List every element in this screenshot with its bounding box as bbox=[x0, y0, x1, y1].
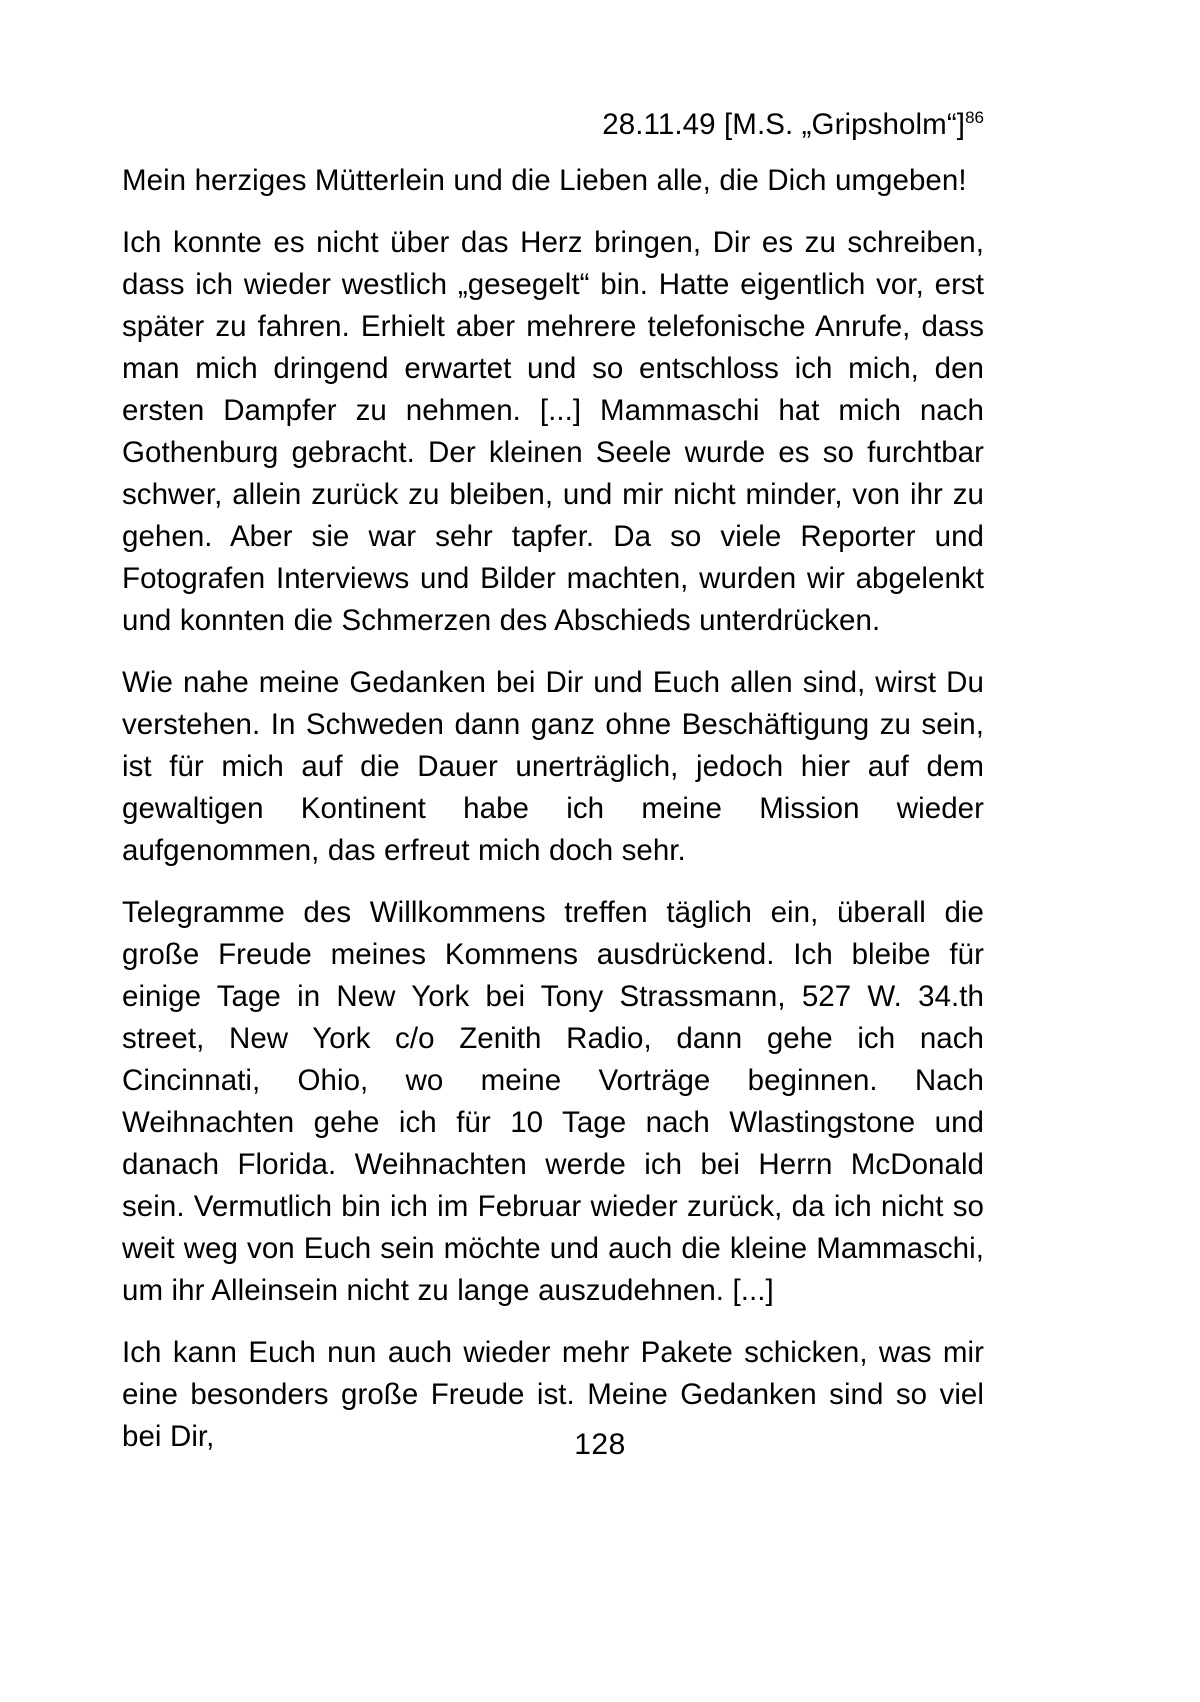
letter-paragraph-4: Ich kann Euch nun auch wieder mehr Pakete schicken, was mir eine besonders große Freude ist. Meine Gedanken sind so viel bei Dir, bbox=[122, 1336, 984, 1453]
page-text-block bbox=[122, 104, 984, 1458]
footnote-marker: 86 bbox=[965, 108, 984, 128]
letter-salutation: Mein herziges Mütterlein und die Lieben alle, die Dich umgeben! bbox=[122, 164, 967, 197]
letter-paragraph-3: Telegramme des Willkommens treffen täglich ein, überall die große Freude meines Kommens ausdrückend. Ich bleibe für einige Tage in New York bei Tony Strassmann, 527 W. 34.th street, New York c/o Zenith Radio, dann gehe ich nach Cincinnati, Ohio, wo meine Vorträge beginnen. Nach Weihnachten gehe ich für 10 Tage nach Wlastingstone und danach Florida. Weihnachten werde ich bei Herrn McDonald sein. Vermutlich bin ich im Februar wieder zurück, da ich nicht so weit weg von Euch sein möchte und auch die kleine Mammaschi, um ihr Alleinsein nicht zu lange auszudehnen. [...] bbox=[122, 896, 984, 1307]
letter-date-location: 28.11.49 [M.S. „Gripsholm“] bbox=[602, 108, 966, 141]
letter-heading bbox=[122, 104, 984, 146]
letter-paragraph-1: Ich konnte es nicht über das Herz bringen, Dir es zu schreiben, dass ich wieder westlich „gesegelt“ bin. Hatte eigentlich vor, erst später zu fahren. Erhielt aber mehrere telefonische Anrufe, dass man mich dringend erwartet und so entschloss ich mich, den ersten Dampfer zu nehmen. [...] Mammaschi hat mich nach Gothenburg gebracht. Der kleinen Seele wurde es so furchtbar schwer, allein zurück zu bleiben, und mir nicht minder, von ihr zu gehen. Aber sie war sehr tapfer. Da so viele Reporter und Fotografen Interviews und Bilder machten, wurden wir abgelenkt und konnten die Schmerzen des Abschieds unterdrücken. bbox=[122, 226, 984, 637]
page-number: 128 bbox=[574, 1428, 626, 1461]
letter-paragraph-2: Wie nahe meine Gedanken bei Dir und Euch allen sind, wirst Du verstehen. In Schweden dann ganz ohne Beschäftigung zu sein, ist für mich auf die Dauer unerträglich, jedoch hier auf dem gewaltigen Kontinent habe ich meine Mission wieder aufgenommen, das erfreut mich doch sehr. bbox=[122, 666, 984, 867]
